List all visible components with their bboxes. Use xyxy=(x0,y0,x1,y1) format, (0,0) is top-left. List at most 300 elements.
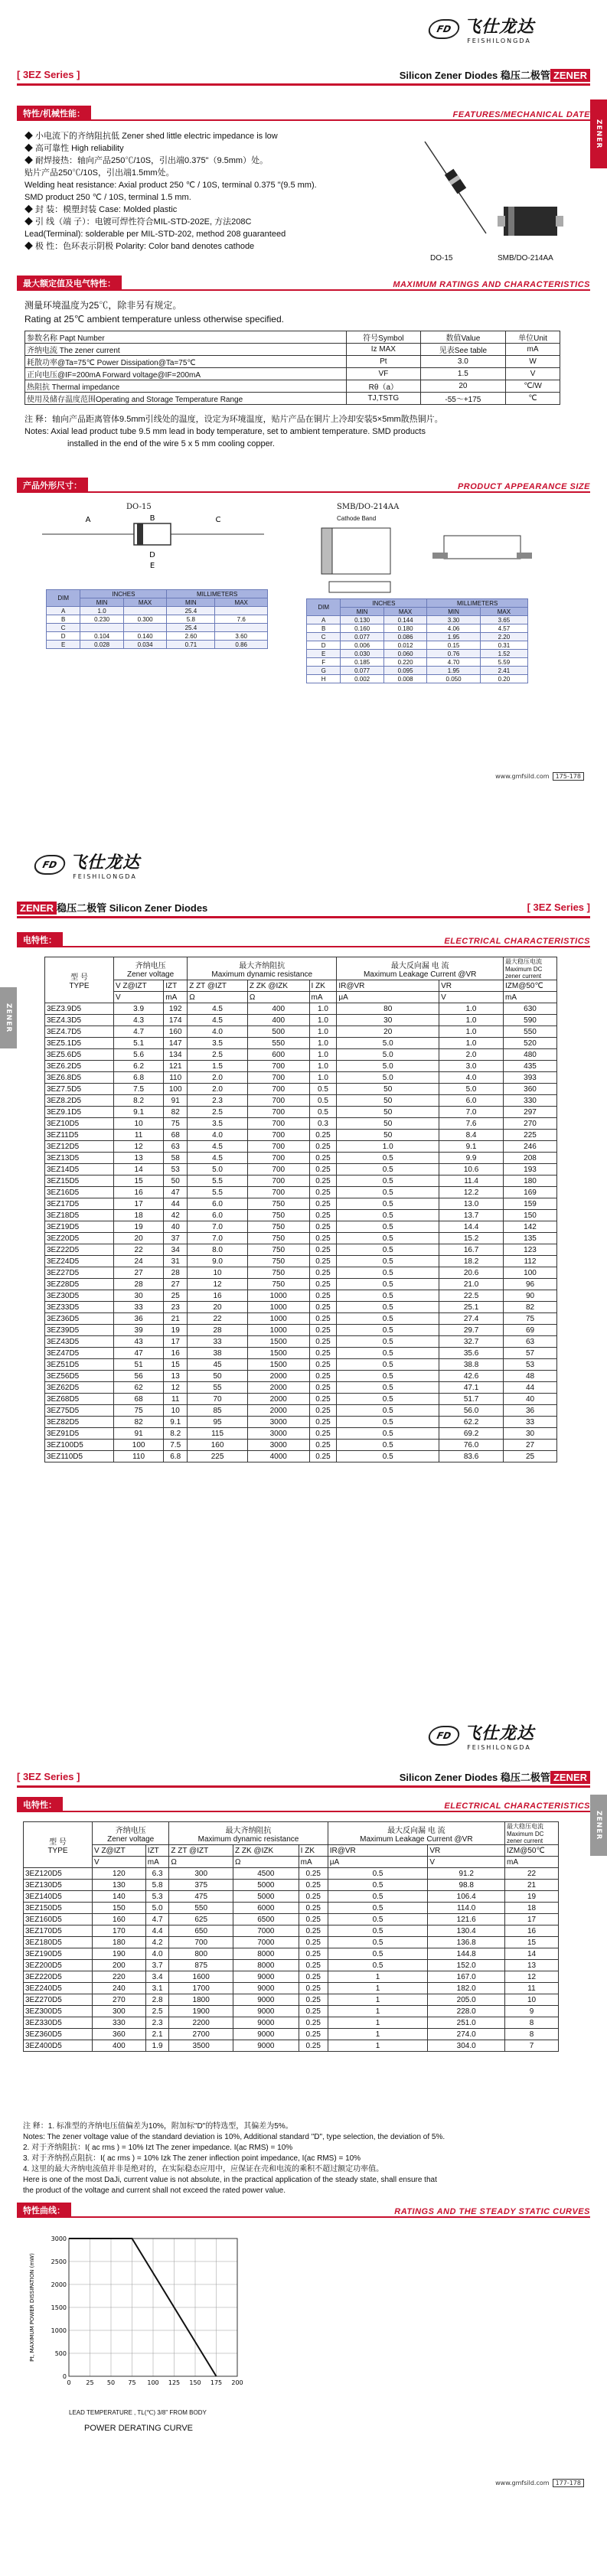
table-cell: 3EZ360D5 xyxy=(24,2029,93,2040)
table-row xyxy=(45,1302,557,1313)
table-row xyxy=(24,1880,559,1891)
table-cell: 3EZ160D5 xyxy=(24,1914,93,1925)
table-cell: 393 xyxy=(504,1072,557,1084)
table-cell: 3EZ110D5 xyxy=(45,1451,114,1462)
section-curves: 特性曲线： RATINGS AND THE STEADY STATIC CURVES xyxy=(17,2204,590,2218)
table-cell: 200 xyxy=(93,1960,146,1971)
table-cell: 1.0 xyxy=(439,1026,504,1038)
y-tick-label: 0 xyxy=(62,2373,67,2380)
table-cell: 57 xyxy=(504,1348,557,1359)
table-cell: 3.7 xyxy=(145,1960,169,1971)
table-cell: 3EZ68D5 xyxy=(45,1394,114,1405)
table-cell: 8.2 xyxy=(114,1095,164,1107)
table-cell: 0.5 xyxy=(337,1336,439,1348)
series-label: [ 3EZ Series ] xyxy=(17,69,80,80)
table-cell: 2.0 xyxy=(439,1049,504,1061)
table-cell: 1000 xyxy=(247,1290,309,1302)
page3-footer: www.gmfsild.com 177-178 xyxy=(495,2480,584,2486)
table-cell: 150 xyxy=(504,1210,557,1221)
table-cell: 9000 xyxy=(233,1994,299,2006)
table-cell: 4.0 xyxy=(188,1026,248,1038)
table-cell: 3EZ17D5 xyxy=(45,1198,114,1210)
logo-cn: 飞仕龙达 xyxy=(464,18,535,37)
table-cell: 400 xyxy=(93,2040,146,2052)
table-cell: 0.5 xyxy=(309,1095,337,1107)
table-row xyxy=(45,1072,557,1084)
table-cell: 8.0 xyxy=(188,1244,248,1256)
table-cell: 13.0 xyxy=(439,1198,504,1210)
table-cell: 5.0 xyxy=(188,1164,248,1176)
page-header xyxy=(17,66,590,86)
table-cell: 1.9 xyxy=(145,2040,169,2052)
table-cell: 14 xyxy=(505,1948,559,1960)
table-cell: 3000 xyxy=(247,1440,309,1451)
table-cell: 650 xyxy=(169,1925,233,1937)
table-cell: 0.5 xyxy=(337,1348,439,1359)
page-header xyxy=(17,1768,590,1788)
table-cell: 0.25 xyxy=(309,1244,337,1256)
table-cell: 630 xyxy=(504,1003,557,1015)
pkg2-label: SMB/DO-214AA xyxy=(498,254,553,262)
table-row xyxy=(45,1187,557,1198)
table-cell: 0.25 xyxy=(309,1405,337,1417)
table-cell: 50 xyxy=(337,1084,439,1095)
svg-text:A: A xyxy=(85,516,91,524)
table-cell: 6.8 xyxy=(164,1451,188,1462)
table-cell: 0.25 xyxy=(309,1279,337,1290)
table-cell: 4.0 xyxy=(439,1072,504,1084)
table-cell: 360 xyxy=(93,2029,146,2040)
table-cell: 0.25 xyxy=(309,1176,337,1187)
y-tick-label: 2500 xyxy=(51,2258,67,2265)
table-row xyxy=(45,1095,557,1107)
y-tick-label: 1000 xyxy=(51,2327,67,2334)
table-row xyxy=(45,1290,557,1302)
page-3 xyxy=(0,1714,607,2576)
table-cell: 3EZ91D5 xyxy=(45,1428,114,1440)
table-cell: 700 xyxy=(247,1130,309,1141)
table-cell: 400 xyxy=(247,1015,309,1026)
logo: FD 飞仕龙达 FEISHILONGDA xyxy=(429,1720,534,1751)
table-cell: 43 xyxy=(114,1336,164,1348)
table-cell: 520 xyxy=(504,1038,557,1049)
table-cell: 30 xyxy=(114,1290,164,1302)
table-cell: 27 xyxy=(504,1440,557,1451)
table-cell: 500 xyxy=(247,1026,309,1038)
table-cell: 8.2 xyxy=(164,1428,188,1440)
table-cell: 9.1 xyxy=(439,1141,504,1153)
section-electrical-2: 电特性： ELECTRICAL CHARACTERISTICS xyxy=(17,1798,590,1812)
table-cell: 700 xyxy=(247,1187,309,1198)
table-cell: 3EZ22D5 xyxy=(45,1244,114,1256)
table-cell: 56.0 xyxy=(439,1405,504,1417)
table-cell: 0.5 xyxy=(337,1210,439,1221)
table-cell: 1.0 xyxy=(309,1072,337,1084)
smb-title: SMB/DO-214AA xyxy=(337,503,400,511)
table-cell: 45 xyxy=(188,1359,248,1371)
table-cell: 3000 xyxy=(247,1428,309,1440)
section-features: 特性/机械性能： FEATURES/MECHANICAL DATE xyxy=(17,107,590,121)
table-cell: 700 xyxy=(247,1118,309,1130)
table-cell: 44 xyxy=(164,1198,188,1210)
table-cell: 1.0 xyxy=(309,1061,337,1072)
table-cell: 21.0 xyxy=(439,1279,504,1290)
table-row xyxy=(45,1164,557,1176)
table-cell: 330 xyxy=(93,2017,146,2029)
table-cell: 0.5 xyxy=(337,1233,439,1244)
table-cell: 700 xyxy=(169,1937,233,1948)
table-cell: 9000 xyxy=(233,1983,299,1994)
table-cell: 0.5 xyxy=(337,1359,439,1371)
table-cell: 0.25 xyxy=(309,1359,337,1371)
table-cell: 75 xyxy=(114,1405,164,1417)
table-cell: 2000 xyxy=(247,1405,309,1417)
table-cell: 82 xyxy=(164,1107,188,1118)
table-cell: 12 xyxy=(114,1141,164,1153)
table-row xyxy=(24,1868,559,1880)
table-cell: 2200 xyxy=(169,2017,233,2029)
cathode-label: Cathode Band xyxy=(337,515,377,522)
table-cell: 50 xyxy=(337,1118,439,1130)
table-cell: 4.4 xyxy=(145,1925,169,1937)
table-cell: 16 xyxy=(164,1348,188,1359)
table-cell: 9.1 xyxy=(114,1107,164,1118)
table-cell: 3EZ30D5 xyxy=(45,1290,114,1302)
table-cell: 16 xyxy=(114,1187,164,1198)
table-cell: 1 xyxy=(328,1983,428,1994)
table-row xyxy=(45,1233,557,1244)
table-cell: 63 xyxy=(504,1336,557,1348)
table-cell: 3EZ36D5 xyxy=(45,1313,114,1325)
table-cell: 274.0 xyxy=(428,2029,505,2040)
table-cell: 2.5 xyxy=(145,2006,169,2017)
table-cell: 0.5 xyxy=(337,1153,439,1164)
table-cell: 0.25 xyxy=(309,1336,337,1348)
table-row xyxy=(45,1394,557,1405)
table-cell: 82 xyxy=(504,1302,557,1313)
table-cell: 110 xyxy=(114,1451,164,1462)
smb-package-drawing xyxy=(498,199,566,245)
table-cell: 1 xyxy=(328,2006,428,2017)
table-cell: 8000 xyxy=(233,1960,299,1971)
table-cell: 36 xyxy=(504,1405,557,1417)
table-cell: 85 xyxy=(188,1405,248,1417)
table-cell: 0.25 xyxy=(299,2040,328,2052)
x-tick-label: 25 xyxy=(86,2379,94,2386)
y-tick-label: 3000 xyxy=(51,2235,67,2242)
table-cell: 3EZ190D5 xyxy=(24,1948,93,1960)
table-cell: 0.5 xyxy=(328,1914,428,1925)
table-cell: 82 xyxy=(114,1417,164,1428)
svg-text:B: B xyxy=(149,514,155,523)
table-cell: 1 xyxy=(328,2040,428,2052)
table-row xyxy=(45,1428,557,1440)
table-cell: 550 xyxy=(247,1038,309,1049)
table-cell: 330 xyxy=(504,1095,557,1107)
table-cell: 8000 xyxy=(233,1948,299,1960)
table-cell: 2700 xyxy=(169,2029,233,2040)
table-cell: 36 xyxy=(114,1313,164,1325)
table-cell: 23 xyxy=(164,1302,188,1313)
table-cell: 15.2 xyxy=(439,1233,504,1244)
table-cell: 750 xyxy=(247,1221,309,1233)
table-cell: 0.25 xyxy=(299,1971,328,1983)
table-cell: 4.2 xyxy=(145,1937,169,1948)
table-cell: 9.9 xyxy=(439,1153,504,1164)
table-cell: 0.25 xyxy=(309,1394,337,1405)
table-cell: 3EZ14D5 xyxy=(45,1164,114,1176)
table-row xyxy=(24,2040,559,2052)
table-cell: 32.7 xyxy=(439,1336,504,1348)
table-cell: 4000 xyxy=(247,1451,309,1462)
table-cell: 400 xyxy=(247,1003,309,1015)
table-cell: 58 xyxy=(164,1153,188,1164)
table-cell: 55 xyxy=(188,1382,248,1394)
table-cell: 18 xyxy=(505,1903,559,1914)
table-cell: 3.5 xyxy=(188,1118,248,1130)
table-cell: 3EZ220D5 xyxy=(24,1971,93,1983)
table-cell: 42 xyxy=(164,1210,188,1221)
table-cell: 6.0 xyxy=(188,1198,248,1210)
table-cell: 110 xyxy=(164,1072,188,1084)
table-cell: 3EZ13D5 xyxy=(45,1153,114,1164)
table-cell: 13 xyxy=(505,1960,559,1971)
table-cell: 160 xyxy=(93,1914,146,1925)
table-row xyxy=(24,1903,559,1914)
table-cell: 0.5 xyxy=(337,1176,439,1187)
table-cell: 174 xyxy=(164,1015,188,1026)
table-cell: 750 xyxy=(247,1198,309,1210)
svg-text:D: D xyxy=(149,551,155,559)
table-cell: 5000 xyxy=(233,1880,299,1891)
table-cell: 6500 xyxy=(233,1914,299,1925)
table-cell: 480 xyxy=(504,1049,557,1061)
table-cell: 21 xyxy=(164,1313,188,1325)
table-row xyxy=(45,1118,557,1130)
table-cell: 1 xyxy=(328,1971,428,1983)
table-cell: 3EZ6.8D5 xyxy=(45,1072,114,1084)
table-cell: 3EZ120D5 xyxy=(24,1868,93,1880)
features-list: ◆ 小电流下的齐纳阻抗低 Zener shed little electric impedance is low ◆ 高可靠性 High reliability ◆ 耐焊接热：轴向产品250℃/10S，引出端0.375"（9.5mm）处。 贴片产品250℃/10S，引出端1.5mm处。 Welding heat resistance: Axial product 250 ℃ / 10S, terminal 0.375 "(9.5 mm). SMD product 250 ℃ / 10S, terminal 1.5 mm. ◆ 封 装：模塑封装 Case: Molded plastic ◆ 引 线（端 子）：电镀可焊性符合MIL-STD-202E, 方法208C Lead(Terminal): solderable per MIL-STD-202, method 208 guaranteed ◆ 极 性：色环表示阴极 Polarity: Color band denotes cathode xyxy=(24,132,317,251)
table-cell: 3EZ10D5 xyxy=(45,1118,114,1130)
table-cell: 27 xyxy=(114,1267,164,1279)
table-cell: 2000 xyxy=(247,1371,309,1382)
table-cell: 7.0 xyxy=(439,1107,504,1118)
table-cell: 140 xyxy=(93,1891,146,1903)
table-row xyxy=(45,1244,557,1256)
table-cell: 96 xyxy=(504,1279,557,1290)
table-cell: 144.8 xyxy=(428,1948,505,1960)
section-ratings: 最大额定值及电气特性： MAXIMUM RATINGS AND CHARACTERISTICS xyxy=(17,277,590,291)
table-cell: 5000 xyxy=(233,1891,299,1903)
table-cell: 3EZ9.1D5 xyxy=(45,1107,114,1118)
table-cell: 47.1 xyxy=(439,1382,504,1394)
table-row xyxy=(24,1937,559,1948)
table-cell: 300 xyxy=(93,2006,146,2017)
table-cell: 3EZ330D5 xyxy=(24,2017,93,2029)
table-cell: 10 xyxy=(188,1267,248,1279)
x-tick-label: 0 xyxy=(67,2379,71,2386)
table-cell: 5.0 xyxy=(337,1061,439,1072)
table-row xyxy=(45,1417,557,1428)
table-cell: 0.5 xyxy=(337,1417,439,1428)
table-row xyxy=(45,1015,557,1026)
table-cell: 12 xyxy=(164,1382,188,1394)
table-cell: 193 xyxy=(504,1164,557,1176)
table-cell: 9 xyxy=(505,2006,559,2017)
table-cell: 0.25 xyxy=(309,1302,337,1313)
table-cell: 3EZ5.1D5 xyxy=(45,1038,114,1049)
table-cell: 0.25 xyxy=(309,1198,337,1210)
table-cell: 100 xyxy=(164,1084,188,1095)
table-cell: 6.8 xyxy=(114,1072,164,1084)
table-cell: 0.5 xyxy=(337,1279,439,1290)
table-cell: 0.25 xyxy=(299,2029,328,2040)
page-title: Silicon Zener Diodes 稳压二极管 ZENER xyxy=(400,1769,590,1784)
table-cell: 3.0 xyxy=(439,1061,504,1072)
table-cell: 27 xyxy=(164,1279,188,1290)
table-cell: 5.5 xyxy=(188,1187,248,1198)
table-cell: 50 xyxy=(164,1176,188,1187)
table-cell: 3EZ11D5 xyxy=(45,1130,114,1141)
table-cell: 3EZ15D5 xyxy=(45,1176,114,1187)
table-cell: 1000 xyxy=(247,1302,309,1313)
table-cell: 169 xyxy=(504,1187,557,1198)
table-cell: 700 xyxy=(247,1061,309,1072)
table-cell: 18.2 xyxy=(439,1256,504,1267)
table-cell: 5.0 xyxy=(337,1049,439,1061)
table-cell: 4.7 xyxy=(145,1914,169,1925)
table-cell: 1.5 xyxy=(188,1061,248,1072)
table-cell: 297 xyxy=(504,1107,557,1118)
table-cell: 3.5 xyxy=(188,1038,248,1049)
do15-title: DO-15 xyxy=(126,503,152,511)
table-row xyxy=(45,1359,557,1371)
table-cell: 38 xyxy=(188,1348,248,1359)
series-label: [ 3EZ Series ] xyxy=(17,1771,80,1782)
table-cell: 0.5 xyxy=(337,1267,439,1279)
table-row xyxy=(24,2006,559,2017)
x-tick-label: 75 xyxy=(128,2379,136,2386)
table-cell: 50 xyxy=(337,1095,439,1107)
table-cell: 120 xyxy=(93,1868,146,1880)
table-cell: 0.25 xyxy=(309,1164,337,1176)
table-cell: 700 xyxy=(247,1095,309,1107)
table-cell: 4.5 xyxy=(188,1141,248,1153)
svg-text:E: E xyxy=(149,562,155,570)
table-cell: 2.3 xyxy=(145,2017,169,2029)
table-cell: 150 xyxy=(93,1903,146,1914)
table-cell: 0.25 xyxy=(309,1187,337,1198)
table-cell: 63 xyxy=(164,1141,188,1153)
table-cell: 12.2 xyxy=(439,1187,504,1198)
table-row xyxy=(45,1313,557,1325)
table-cell: 70 xyxy=(188,1394,248,1405)
table-cell: 56 xyxy=(114,1371,164,1382)
table-cell: 159 xyxy=(504,1198,557,1210)
table-row xyxy=(45,1279,557,1290)
table-row xyxy=(45,1371,557,1382)
table-cell: 51 xyxy=(114,1359,164,1371)
table-cell: 9.0 xyxy=(188,1256,248,1267)
table-cell: 28 xyxy=(164,1267,188,1279)
table-cell: 6.0 xyxy=(439,1095,504,1107)
table-cell: 0.5 xyxy=(328,1868,428,1880)
table-cell: 11 xyxy=(164,1394,188,1405)
table-cell: 19 xyxy=(164,1325,188,1336)
table-cell: 123 xyxy=(504,1244,557,1256)
table-cell: 800 xyxy=(169,1948,233,1960)
table-cell: 0.5 xyxy=(337,1451,439,1462)
table-cell: 83.6 xyxy=(439,1451,504,1462)
table-cell: 0.25 xyxy=(309,1371,337,1382)
table-cell: 42.6 xyxy=(439,1371,504,1382)
table-cell: 5.0 xyxy=(439,1084,504,1095)
table-cell: 0.25 xyxy=(309,1348,337,1359)
table-cell: 3EZ33D5 xyxy=(45,1302,114,1313)
table-row xyxy=(45,1451,557,1462)
table-cell: 130 xyxy=(93,1880,146,1891)
table-cell: 37 xyxy=(164,1233,188,1244)
table-cell: 0.5 xyxy=(337,1313,439,1325)
do15-dim-table: DIM INCHES MILLIMETERS MIN MAX MIN MAX A 1.0 25.4 B 0.230 0.300 5.8 7.6 C 25.4 D 0.104 0.140 2.60 3.60 E 0.028 0.034 0.71 0.86 xyxy=(46,589,268,649)
table-cell: 3EZ8.2D5 xyxy=(45,1095,114,1107)
table-cell: 3EZ400D5 xyxy=(24,2040,93,2052)
table-row xyxy=(24,1960,559,1971)
table-cell: 0.25 xyxy=(309,1313,337,1325)
x-tick-label: 100 xyxy=(147,2379,159,2386)
table-cell: 100 xyxy=(114,1440,164,1451)
table-cell: 1.0 xyxy=(309,1049,337,1061)
table-cell: 700 xyxy=(247,1176,309,1187)
table-cell: 0.5 xyxy=(337,1394,439,1405)
table-cell: 3EZ270D5 xyxy=(24,1994,93,2006)
table-row xyxy=(24,1925,559,1937)
page-2 xyxy=(0,834,607,1699)
table-cell: 14 xyxy=(114,1164,164,1176)
table-cell: 20.6 xyxy=(439,1267,504,1279)
table-cell: 300 xyxy=(169,1868,233,1880)
table-cell: 3EZ240D5 xyxy=(24,1983,93,1994)
table-cell: 0.25 xyxy=(309,1233,337,1244)
table-cell: 51.7 xyxy=(439,1394,504,1405)
table-cell: 1.0 xyxy=(309,1003,337,1015)
table-row xyxy=(45,1026,557,1038)
table-row xyxy=(45,1210,557,1221)
table-cell: 9000 xyxy=(233,2040,299,2052)
table-cell: 19 xyxy=(505,1891,559,1903)
table-row xyxy=(45,1348,557,1359)
table-cell: 13 xyxy=(114,1153,164,1164)
table-cell: 33 xyxy=(504,1417,557,1428)
table-cell: 3EZ4.3D5 xyxy=(45,1015,114,1026)
table-cell: 34 xyxy=(164,1244,188,1256)
table-cell: 1900 xyxy=(169,2006,233,2017)
table-cell: 0.5 xyxy=(328,1960,428,1971)
table-cell: 3EZ82D5 xyxy=(45,1417,114,1428)
table-cell: 1000 xyxy=(247,1325,309,1336)
table-row xyxy=(45,1440,557,1451)
table-row xyxy=(45,1256,557,1267)
x-tick-label: 175 xyxy=(210,2379,223,2386)
table-cell: 0.5 xyxy=(337,1325,439,1336)
table-cell: 2.0 xyxy=(188,1072,248,1084)
table-cell: 0.5 xyxy=(328,1903,428,1914)
table-cell: 15 xyxy=(164,1359,188,1371)
side-tab: ZENER xyxy=(590,99,607,168)
table-cell: 24 xyxy=(114,1256,164,1267)
table-cell: 1.0 xyxy=(309,1015,337,1026)
